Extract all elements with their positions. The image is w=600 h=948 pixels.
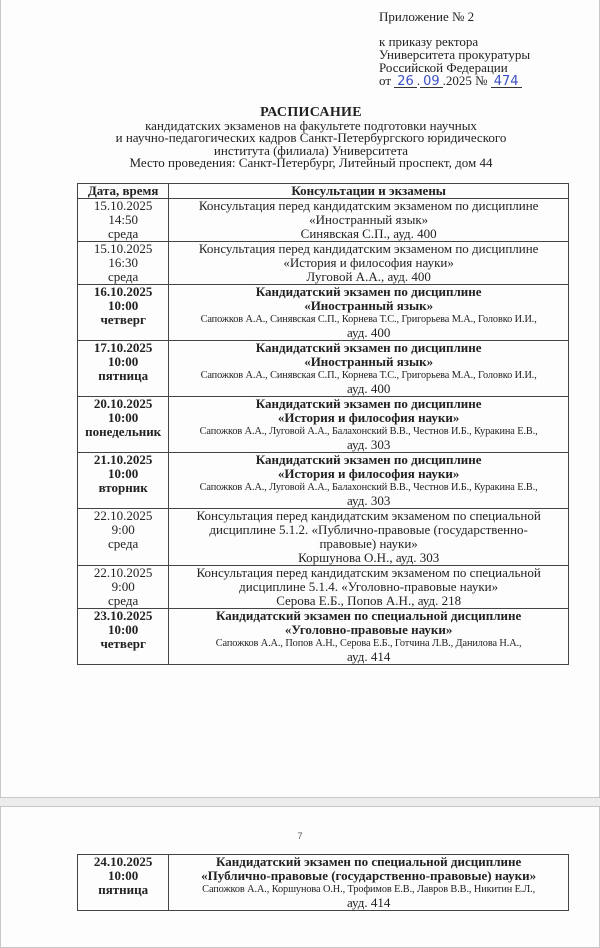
document-heading <box>81 107 541 170</box>
consultation-line: Коршунова О.Н., ауд. 303 <box>298 550 440 565</box>
weekday: среда <box>108 593 139 608</box>
room: ауд. 414 <box>346 649 391 664</box>
room: ауд. 303 <box>346 437 391 452</box>
consultation-line: «Иностранный язык» <box>309 212 429 227</box>
exam-commission: Сапожков А.А., Синявская С.П., Корнева Т.С., Григорьева М.А., Головко И.И., <box>200 370 537 381</box>
date-time-cell <box>78 285 169 341</box>
time: 10:00 <box>107 622 139 637</box>
handwritten-day: 26 <box>394 76 417 88</box>
date: 16.10.2025 <box>93 284 153 299</box>
consultation-line: Консультация перед кандидатским экзаменом по дисциплине <box>198 241 539 256</box>
room: ауд. 414 <box>346 895 391 910</box>
discipline-name: «Уголовно-правовые науки» <box>284 622 453 637</box>
consultation-line: Консультация перед кандидатским экзаменом по специальной <box>196 565 541 580</box>
event-cell <box>169 453 569 509</box>
table-row <box>78 242 569 285</box>
heading-line: кандидатских экзаменов на факультете подготовки научных <box>145 117 477 133</box>
weekday: среда <box>108 226 139 241</box>
consultation-line: дисциплине 5.1.4. «Уголовно-правовые науки» <box>239 579 499 594</box>
exam-commission: Сапожков А.А., Луговой А.А., Балахонский В.В., Честнов И.Б., Куракина Е.В., <box>199 482 538 493</box>
date: 17.10.2025 <box>93 340 153 355</box>
schedule-table <box>77 183 569 665</box>
consultation-line: Серова Е.Б., Попов А.Н., ауд. 218 <box>276 593 462 608</box>
date: 22.10.2025 <box>93 565 153 580</box>
consultation-line: «История и философия науки» <box>283 255 454 270</box>
weekday: понедельник <box>85 424 162 439</box>
consultation-line: правовые) науки» <box>319 536 418 551</box>
weekday: среда <box>108 536 139 551</box>
table-row <box>78 509 569 566</box>
event-cell <box>169 509 569 566</box>
weekday: четверг <box>100 636 146 651</box>
consultation-line: Консультация перед кандидатским экзаменом по дисциплине <box>198 198 539 213</box>
consultation-line: Луговой А.А., ауд. 400 <box>306 269 431 284</box>
weekday: пятница <box>98 882 149 897</box>
time: 10:00 <box>107 354 139 369</box>
date-time-cell <box>78 242 169 285</box>
date-time-cell <box>78 509 169 566</box>
date-time-cell <box>78 397 169 453</box>
discipline-name: «Публично-правовые (государственно-правовые) науки» <box>201 868 537 883</box>
exam-title: Кандидатский экзамен по дисциплине <box>255 396 482 411</box>
approval-line: Российской Федерации <box>379 60 508 75</box>
time: 9:00 <box>111 522 135 537</box>
date: 15.10.2025 <box>93 198 153 213</box>
date-time-cell <box>78 566 169 609</box>
room: ауд. 303 <box>346 493 391 508</box>
time: 10:00 <box>107 298 139 313</box>
room: ауд. 400 <box>346 325 391 340</box>
approval-block <box>379 10 530 88</box>
event-cell <box>169 341 569 397</box>
exam-title: Кандидатский экзамен по дисциплине <box>255 284 482 299</box>
weekday: среда <box>108 269 139 284</box>
discipline-name: «История и философия науки» <box>277 410 460 425</box>
schedule-table-continued <box>77 854 569 911</box>
table-row <box>78 397 569 453</box>
time: 16:30 <box>108 255 138 270</box>
event-cell <box>169 199 569 242</box>
date-time-cell <box>78 199 169 242</box>
date: 22.10.2025 <box>93 508 153 523</box>
weekday: вторник <box>98 480 148 495</box>
weekday: пятница <box>98 368 149 383</box>
event-cell <box>169 609 569 665</box>
event-cell <box>169 242 569 285</box>
date: 20.10.2025 <box>93 396 153 411</box>
handwritten-order-number: 474 <box>491 76 522 88</box>
table-row <box>78 855 569 911</box>
schedule-table-body <box>78 855 569 911</box>
table-row <box>78 609 569 665</box>
event-cell <box>169 566 569 609</box>
exam-title: Кандидатский экзамен по специальной дисциплине <box>216 854 522 869</box>
date-time-cell <box>78 855 169 911</box>
date-time-cell <box>78 453 169 509</box>
date: 21.10.2025 <box>93 452 153 467</box>
appendix-label: Приложение № 2 <box>379 9 475 24</box>
discipline-name: «Иностранный язык» <box>304 298 434 313</box>
schedule-table-body <box>78 199 569 665</box>
approval-line: к приказу ректора <box>379 34 479 49</box>
exam-commission: Сапожков А.А., Синявская С.П., Корнева Т.С., Григорьева М.А., Головко И.И., <box>200 314 537 325</box>
exam-commission: Сапожков А.А., Коршунова О.Н., Трофимов Е.В., Лавров В.В., Никитин Е.Л., <box>202 884 536 895</box>
consultation-line: дисциплине 5.1.2. «Публично-правовые (государственно- <box>209 522 528 537</box>
weekday: четверг <box>100 312 146 327</box>
order-date-number: от 26 . 09 .2025 № 474 <box>379 74 530 88</box>
table-row <box>78 285 569 341</box>
date: 23.10.2025 <box>93 608 153 623</box>
time: 9:00 <box>111 579 135 594</box>
exam-title: Кандидатский экзамен по дисциплине <box>255 340 482 355</box>
exam-title: Кандидатский экзамен по дисциплине <box>255 452 482 467</box>
location-line: Место проведения: Санкт-Петербург, Литейный проспект, дом 44 <box>129 155 493 170</box>
exam-commission: Сапожков А.А., Попов А.Н., Серова Е.Б., Готчина Л.В., Данилова Н.А., <box>215 638 522 649</box>
date-prefix: от <box>379 73 392 88</box>
date: 15.10.2025 <box>93 241 153 256</box>
document-title: РАСПИСАНИЕ <box>260 105 362 120</box>
time: 10:00 <box>107 466 139 481</box>
time: 10:00 <box>107 868 139 883</box>
header-date-time: Дата, время <box>78 184 169 199</box>
event-cell <box>169 397 569 453</box>
date: 24.10.2025 <box>93 854 153 869</box>
consultation-line: Синявская С.П., ауд. 400 <box>300 226 437 241</box>
room: ауд. 400 <box>346 381 391 396</box>
table-row <box>78 453 569 509</box>
heading-line: института (филиала) Университета <box>213 142 409 158</box>
discipline-name: «История и философия науки» <box>277 466 460 481</box>
table-header-row <box>78 184 569 199</box>
document-page-2 <box>0 806 600 948</box>
event-cell <box>169 285 569 341</box>
discipline-name: «Иностранный язык» <box>304 354 434 369</box>
event-cell <box>169 855 569 911</box>
consultation-line: Консультация перед кандидатским экзаменом по специальной <box>196 508 541 523</box>
time: 14:50 <box>108 212 138 227</box>
handwritten-month: 09 <box>420 76 443 88</box>
table-row <box>78 199 569 242</box>
table-row <box>78 341 569 397</box>
year-suffix: .2025 № <box>442 73 488 88</box>
header-events: Консультации и экзамены <box>169 184 569 199</box>
heading-line: и научно-педагогических кадров Санкт-Петербургского юридического <box>115 130 507 145</box>
table-row <box>78 566 569 609</box>
date-time-cell <box>78 341 169 397</box>
exam-title: Кандидатский экзамен по специальной дисциплине <box>216 608 522 623</box>
time: 10:00 <box>107 410 139 425</box>
approval-line: Университета прокуратуры <box>379 47 531 62</box>
exam-commission: Сапожков А.А., Луговой А.А., Балахонский В.В., Честнов И.Б., Куракина Е.В., <box>199 426 538 437</box>
date-time-cell <box>78 609 169 665</box>
page-number: 7 <box>297 831 303 841</box>
